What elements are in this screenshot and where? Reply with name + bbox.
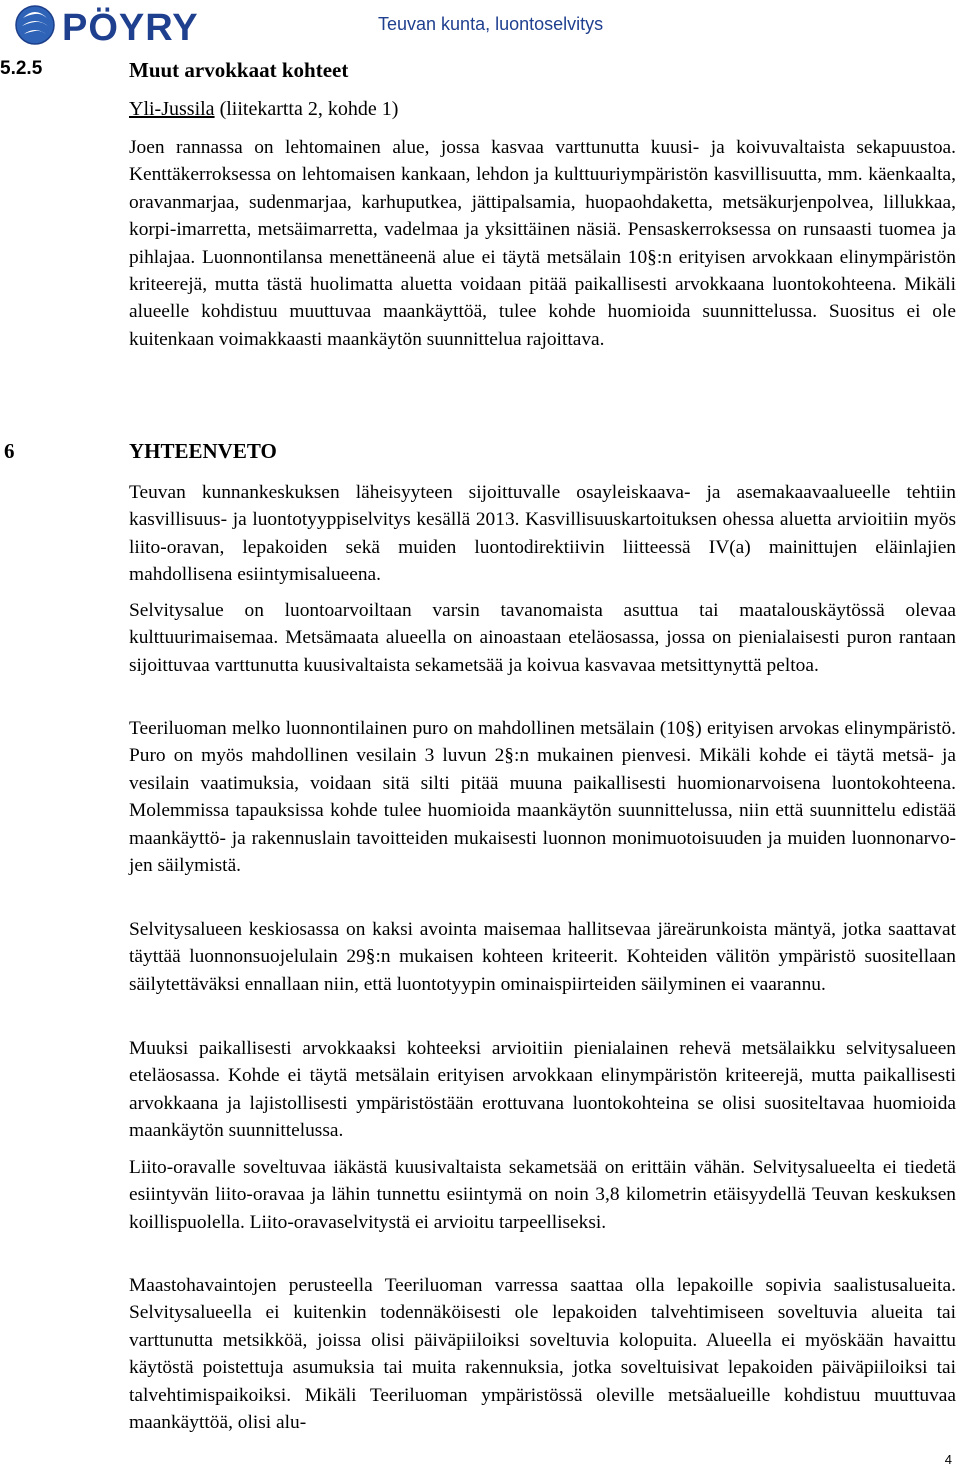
svg-text:PÖYRY: PÖYRY	[62, 7, 199, 46]
subheading	[129, 98, 398, 121]
subheading-link[interactable]: Yli-Jussila	[129, 98, 215, 120]
paragraph: Maastohavaintojen perusteella Teeriluoman varressa saattaa olla lepakoille sopivia saalistusalueita. Selvitysalueella ei kuitenkin todennäköisesti ole lepakoiden talvehtimiseen soveltuvia alueita tai varttunutta metsikköä, joissa olisi päiväpiiloiksi soveltuvia kolopuita. Alueella ei myöskään havaittu käytöstä poistettuja asumuksia tai muita rakennuksia, jotka soveltuisivat lepakoiden päiväpiiloiksi tai talvehtimispaikoiksi. Mikäli Teeriluoman ympäristössä oleville metsäalueille kohdistuu muuttuvaa maankäyttöä, olisi alu-	[129, 1275, 956, 1434]
poyry-logo	[14, 4, 274, 46]
paragraph: Liito-oravalle soveltuvaa iäkästä kuusivaltaista sekametsää on erittäin vähän. Selvitysalueelta ei tiedetä esiintyvän liito-oravaa ja lähin tunnettu esiintymä on noin 3,8 kilometrin etäisyydellä Teuvan keskuksen koillispuolella. Liito-oravaselvitystä ei arvioitu tarpeelliseksi.	[129, 1157, 956, 1233]
paragraph: Muuksi paikallisesti arvokkaaksi kohteeksi arvioitiin pienialainen rehevä metsälaikku selvitysalueen eteläosassa. Kohde ei täytä metsälain erityisen arvokkaan elinympäristön kriteerejä, mutta paikallisesti arvokkaana ja lajistollisesti ympäristöstään erottuvana luontokohteina se olisi suositeltavaa huomioida maankäytön suunnittelussa.	[129, 1038, 956, 1142]
subheading-rest: (liitekartta 2, kohde 1)	[214, 98, 399, 120]
section-number: 5.2.5	[0, 58, 43, 79]
paragraph: Selvitysalue on luontoarvoiltaan varsin tavanomaista asuttua tai maatalouskäytössä olevaa kulttuurimaisemaa. Metsämaata alueella on ainoastaan eteläosassa, jossa on pienialaisesti puron rantaan sijoittuvaa varttunutta kuusivaltaista sekametsää ja koivua kasvavaa metsittynyttä peltoa.	[129, 600, 956, 676]
section-title: Muut arvokkaat kohteet	[129, 58, 349, 82]
page-header	[0, 0, 960, 56]
page-number: 4	[944, 1452, 952, 1467]
paragraph: Selvitysalueen keskiosassa on kaksi avointa maisemaa hallitsevaa järeärunkoista mäntyä, jotka saattavat täyttää luonnonsuojelulain 29§:n mukaisen kohteen kriteerit. Kohteiden välitön ympäristö suositellaan säilytettäväksi ennallaan niin, että luontotyypin ominaispiirteiden säilyminen ei vaarannu.	[129, 919, 956, 995]
paragraph: Joen rannassa on lehtomainen alue, jossa kasvaa varttunutta kuusi- ja koivuvaltaista sekapuustoa. Kenttäkerroksessa on lehtomaisen kankaan, lehdon ja kulttuuriympäristön kasvillisuutta, mm. käenkaalta, oravanmarjaa, sudenmarjaa, karhuputkea, jättipalsamia, huopaohdaketta, metsäkurjenpolvea, lillukkaa, korpi-imarretta, metsäimarretta, vadelmaa ja yksittäinen näsiä. Pensaskerroksessa on runsaasti tuomea ja pihlajaa. Luonnontilansa menettäneenä alue ei täytä metsälain 10§:n erityisen arvokkaan elinympäristön kriteerejä, mutta tästä huolimatta aluetta voidaan pitää paikallisesti arvokkaana luontokohteena. Mikäli alueelle kohdistuu muuttuvaa maankäyttöä, tulee kohde huomioida suunnittelussa. Suositus ei ole kuitenkaan voimakkaasti maankäytön suunnittelua rajoittava.	[129, 137, 956, 350]
paragraph: Teeriluoman melko luonnontilainen puro on mahdollinen metsälain (10§) erityisen arvokas elinympäristö. Puro on myös mahdollinen vesilain 3 luvun 2§:n mukainen pienvesi. Mikäli kohde ei täytä metsä- ja vesilain vaatimuksia, voidaan sitä silti pitää muuna paikallisesti huomionarvoisena luontokohteena. Molemmissa tapauksissa kohde tulee huomioida maankäytön suunnittelussa, niin että suunnittelu edistää maankäyttö- ja rakennuslain tavoitteiden mukaisesti luonnon monimuotoisuuden ja muiden luonnonarvojen säilymistä.	[129, 718, 956, 877]
section-number: 6	[4, 439, 15, 463]
document-header-title: Teuvan kunta, luontoselvitys	[378, 14, 604, 34]
paragraph: Teuvan kunnankeskuksen läheisyyteen sijoittuvalle osayleiskaava- ja asemakaavaalueelle tehtiin kasvillisuus- ja luontotyyppiselvitys kesällä 2013. Kasvillisuuskartoituksen ohessa aluetta arvioitiin myös liito-oravan, lepakoiden sekä muiden luontodirektiivin liitteessä IV(a) mainittujen eläinlajien mahdollisena esiintymisalueena.	[129, 482, 956, 586]
section-title: YHTEENVETO	[129, 439, 277, 463]
poyry-logo-graphic	[14, 4, 274, 46]
